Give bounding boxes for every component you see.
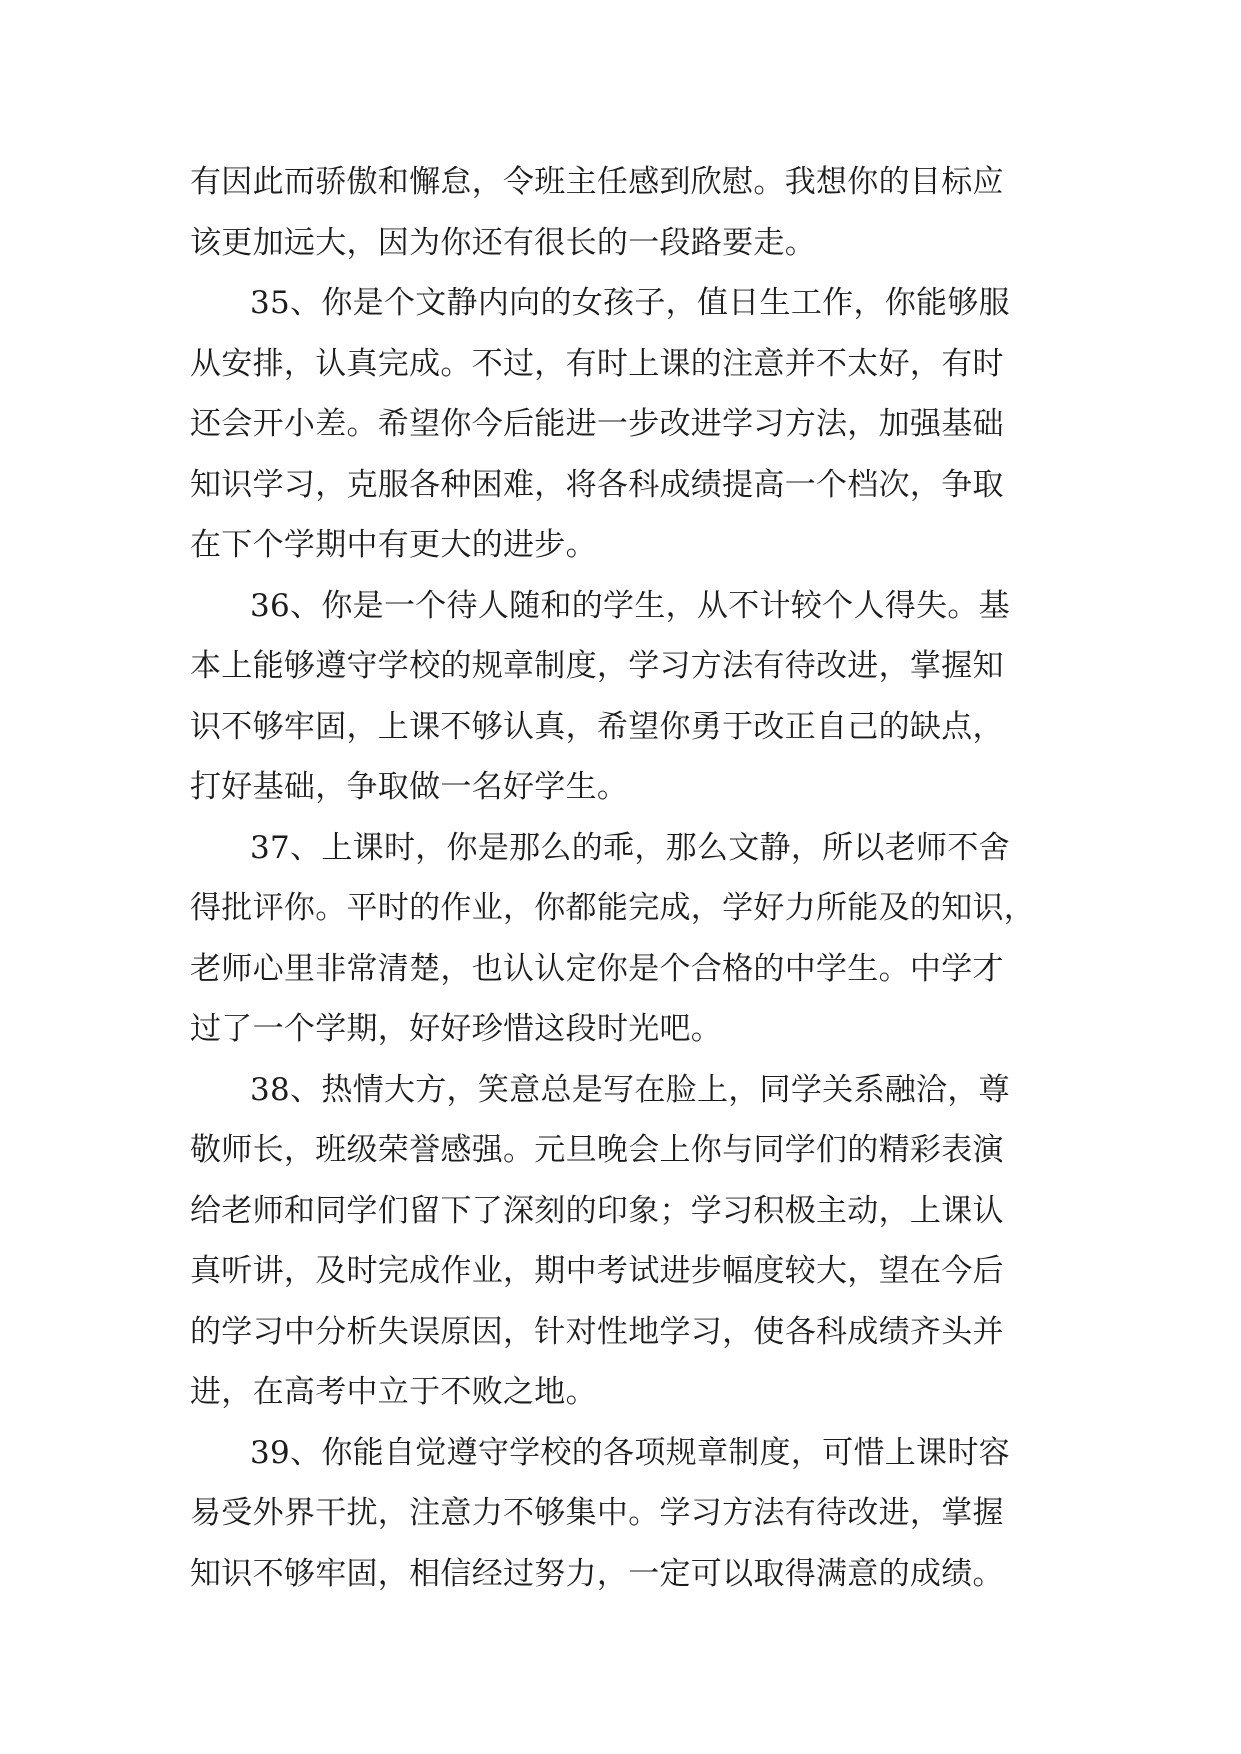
text-line: 在下个学期中有更大的进步。 (190, 527, 597, 563)
text-line: 从安排，认真完成。不过，有时上课的注意并不太好，有时 (190, 345, 1004, 382)
text-line: 的学习中分析失误原因，针对性地学习，使各科成绩齐头并 (190, 1313, 1004, 1350)
paragraph-36-start: 36、你是一个待人随和的学生，从不计较个人得失。基 (250, 587, 1010, 624)
text-line: 知识不够牢固，相信经过努力，一定可以取得满意的成绩。 (190, 1555, 1004, 1592)
paragraph-37-start: 37、上课时，你是那么的乖，那么文静，所以老师不舍 (250, 829, 1010, 866)
text-line: 还会开小差。希望你今后能进一步改进学习方法，加强基础 (190, 406, 1004, 442)
text-line: 打好基础，争取做一名好学生。 (190, 769, 629, 805)
text-line: 敬师长，班级荣誉感强。元旦晚会上你与同学们的精彩表演 (190, 1132, 1004, 1168)
text-line: 知识学习，克服各种困难，将各科成绩提高一个档次，争取 (190, 466, 1004, 503)
text-line: 得批评你。平时的作业，你都能完成，学好力所能及的知识， (190, 890, 1036, 926)
paragraph-39-start: 39、你能自觉遵守学校的各项规章制度，可惜上课时容 (250, 1434, 1010, 1471)
text-line: 给老师和同学们留下了深刻的印象；学习积极主动，上课认 (190, 1192, 1004, 1229)
text-line: 真听讲，及时完成作业，期中考试进步幅度较大，望在今后 (190, 1253, 1004, 1289)
paragraph-38-start: 38、热情大方，笑意总是写在脸上，同学关系融洽，尊 (250, 1071, 1010, 1108)
paragraph-35-start: 35、你是个文静内向的女孩子，值日生工作，你能够服 (250, 285, 1010, 321)
text-line: 进，在高考中立于不败之地。 (190, 1374, 597, 1410)
text-line: 易受外界干扰，注意力不够集中。学习方法有待改进，掌握 (190, 1495, 1004, 1531)
text-line: 该更加远大，因为你还有很长的一段路要走。 (190, 224, 816, 261)
text-line: 识不够牢固，上课不够认真，希望你勇于改正自己的缺点， (190, 708, 1004, 745)
text-line: 本上能够遵守学校的规章制度，学习方法有待改进，掌握知 (190, 648, 1004, 684)
document-body (190, 152, 1072, 1604)
text-line: 老师心里非常清楚，也认认定你是个合格的中学生。中学才 (190, 950, 1004, 987)
text-line: 有因此而骄傲和懈怠，令班主任感到欣慰。我想你的目标应 (190, 164, 1004, 200)
text-line: 过了一个学期，好好珍惜这段时光吧。 (190, 1011, 723, 1047)
